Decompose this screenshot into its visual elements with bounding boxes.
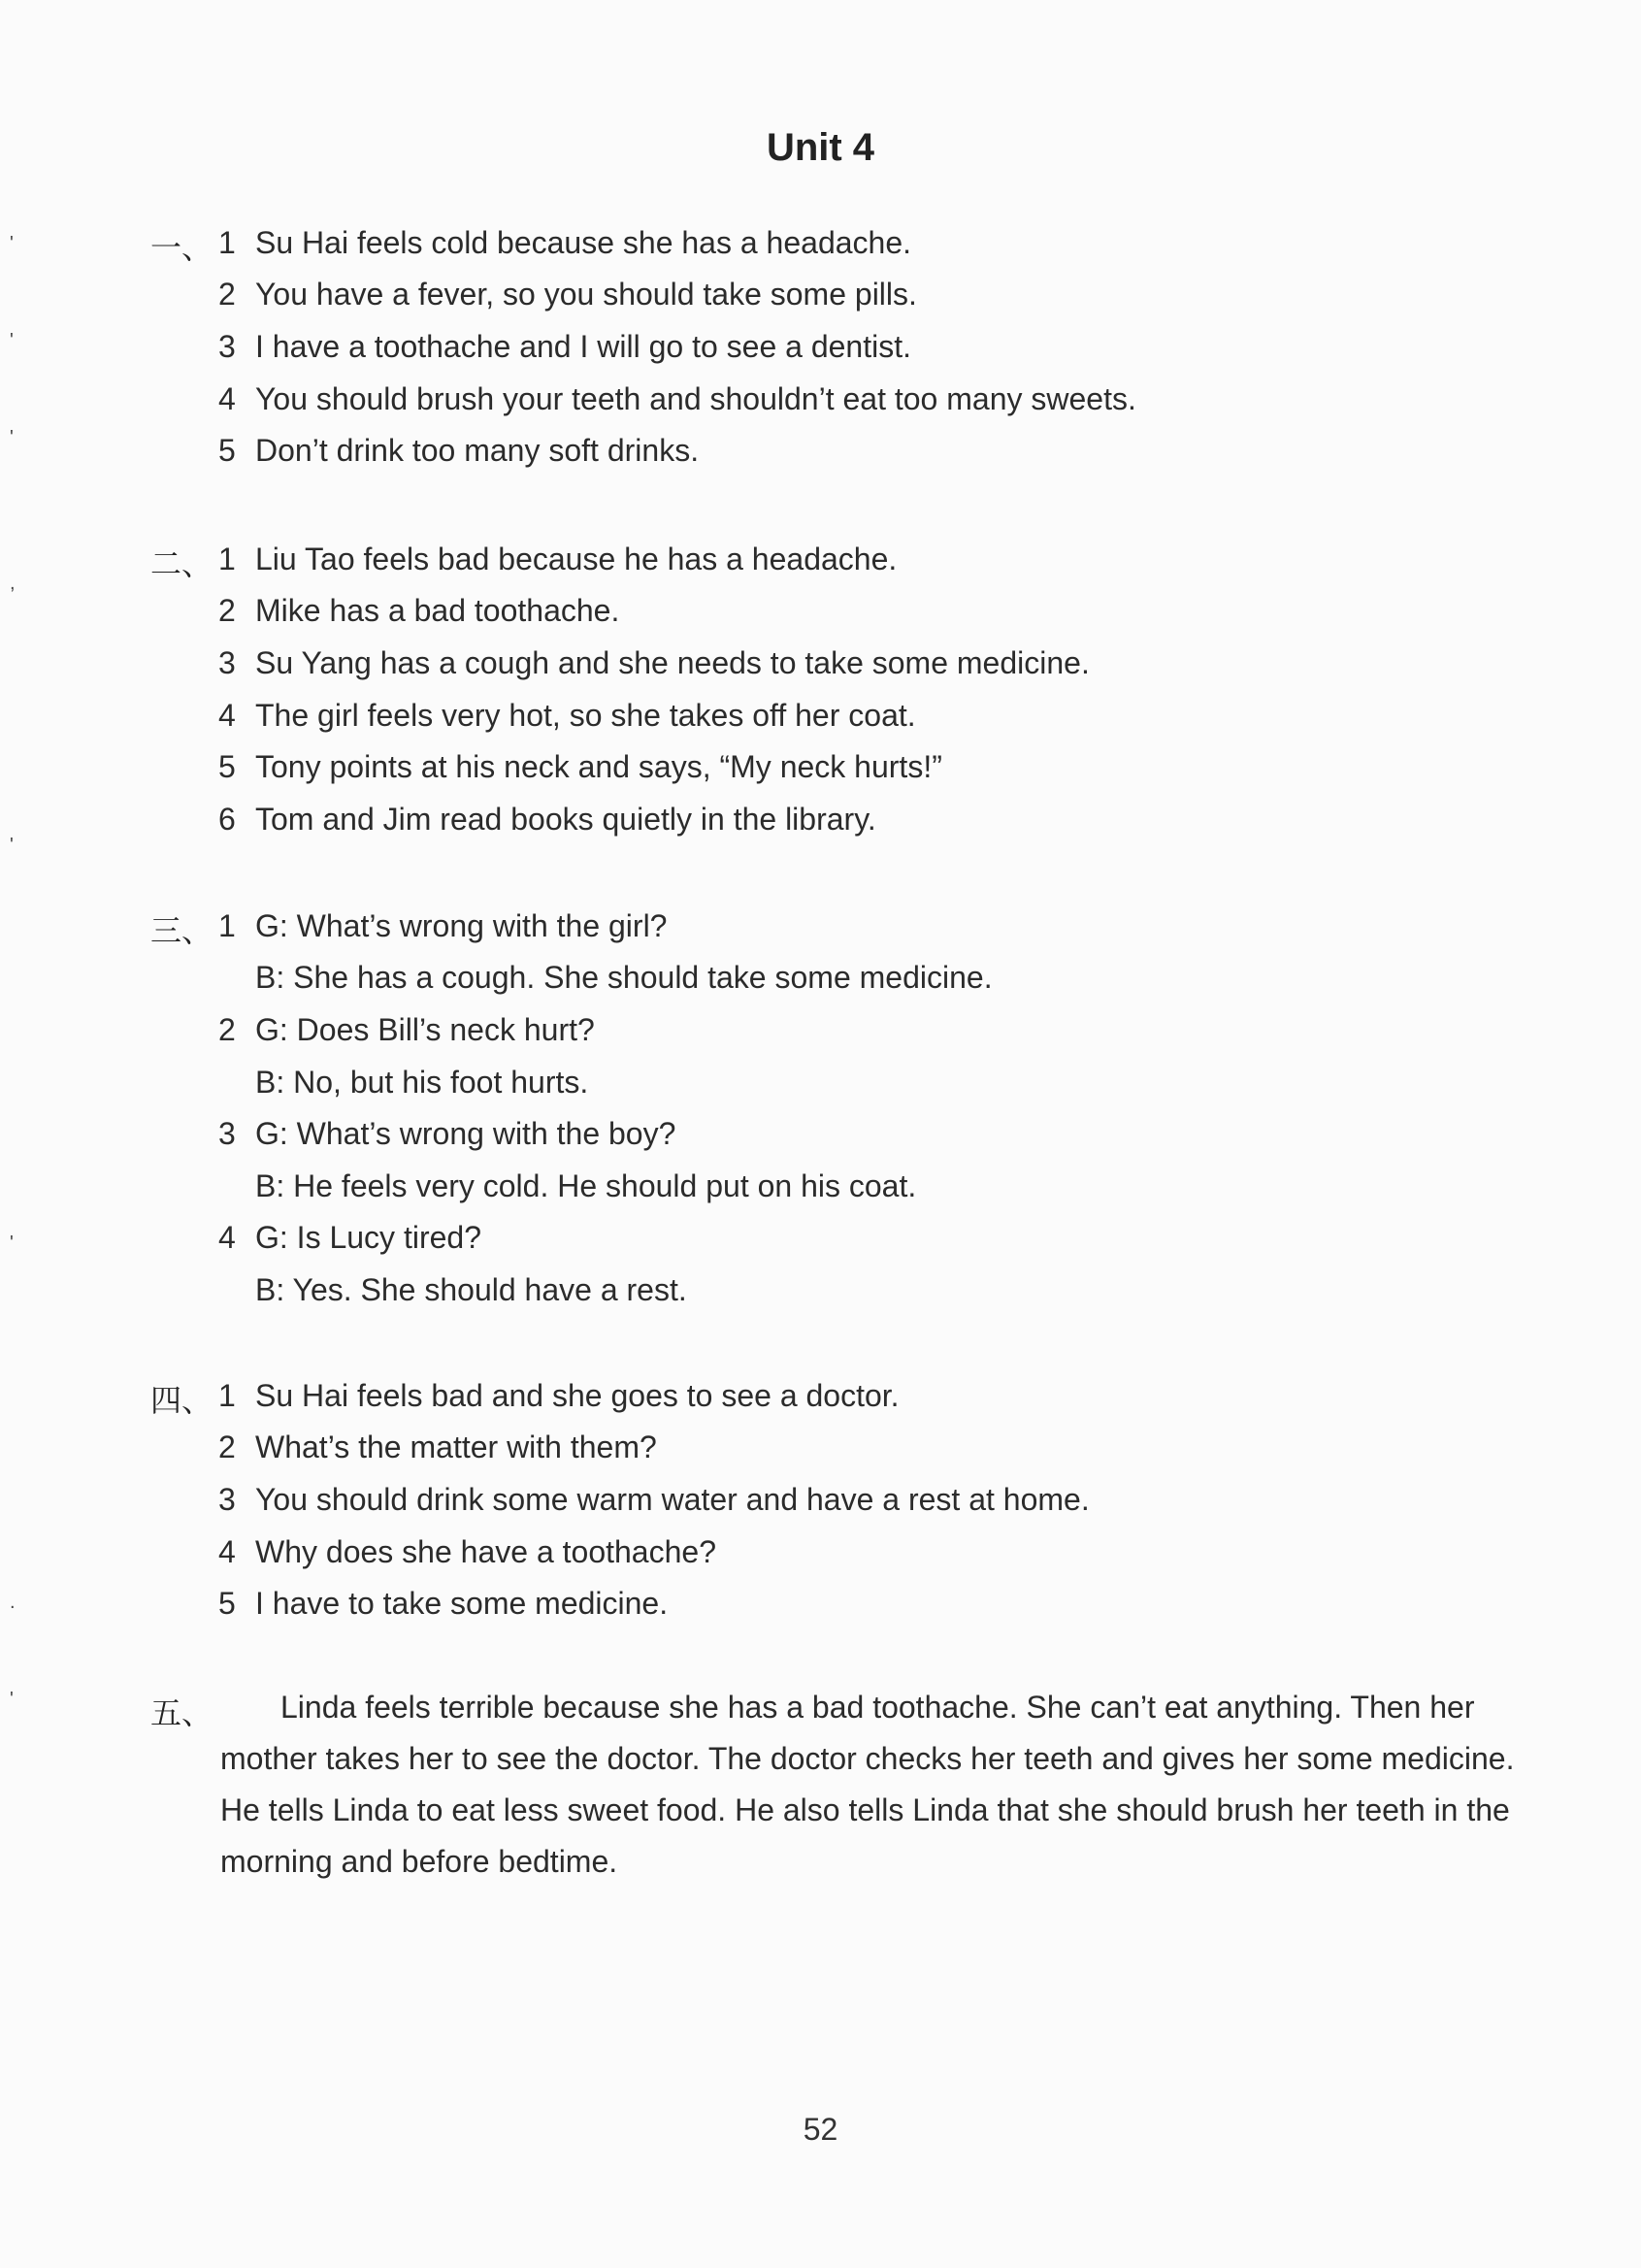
list-item: 1 Su Hai feels bad and she goes to see a doctor. xyxy=(218,1378,900,1413)
list-item: 3 You should drink some warm water and have a rest at home. xyxy=(218,1482,1090,1517)
list-item: 3 I have a toothache and I will go to see a dentist. xyxy=(218,329,911,364)
margin-speck: . xyxy=(10,1592,16,1613)
dialogue-item: 3 G: What’s wrong with the boy? xyxy=(218,1116,676,1151)
list-item: 2 Mike has a bad toothache. xyxy=(218,593,620,628)
list-item: 1 Su Hai feels cold because she has a headache. xyxy=(218,225,912,260)
list-item: 5 Don’t drink too many soft drinks. xyxy=(218,433,700,468)
paragraph: Linda feels terrible because she has a bad toothache. She can’t eat anything. Then her mother takes her to see the doctor. The doctor checks her teeth and gives her some medicine. He tells Linda to eat less sweet food. He also tells Linda that she should brush her teeth in the morning and before bedtime. xyxy=(220,1690,1515,1879)
section-marker: 四、 xyxy=(150,1382,213,1419)
dialogue-item: 4 G: Is Lucy tired? xyxy=(218,1220,481,1255)
list-item: 4 You should brush your teeth and shouldn’t eat too many sweets. xyxy=(218,381,1136,416)
section-marker: 三、 xyxy=(150,912,213,949)
section-marker: 一、 xyxy=(150,229,213,266)
margin-speck: ' xyxy=(10,427,14,448)
section-marker: 二、 xyxy=(150,545,213,582)
section-marker: 五、 xyxy=(150,1694,213,1731)
list-item: 3 Su Yang has a cough and she needs to take some medicine. xyxy=(218,645,1090,680)
margin-speck: ' xyxy=(10,233,14,254)
margin-speck: , xyxy=(10,573,16,594)
list-item: 5 Tony points at his neck and says, “My neck hurts!” xyxy=(218,749,942,784)
page-title: Unit 4 xyxy=(766,126,875,169)
list-item: 1 Liu Tao feels bad because he has a headache. xyxy=(218,542,898,576)
margin-speck: ' xyxy=(10,835,14,856)
dialogue-reply: B: No, but his foot hurts. xyxy=(255,1065,589,1100)
dialogue-item: 2 G: Does Bill’s neck hurt? xyxy=(218,1012,595,1047)
dialogue-reply: B: She has a cough. She should take some medicine. xyxy=(255,960,993,995)
list-item: 4 Why does she have a toothache? xyxy=(218,1534,716,1569)
list-item: 6 Tom and Jim read books quietly in the library. xyxy=(218,802,876,837)
list-item: 2 You have a fever, so you should take some pills. xyxy=(218,277,917,312)
dialogue-item: 1 G: What’s wrong with the girl? xyxy=(218,908,668,943)
list-item: 5 I have to take some medicine. xyxy=(218,1586,669,1621)
margin-speck: ' xyxy=(10,1689,14,1710)
margin-speck: ' xyxy=(10,330,14,351)
dialogue-reply: B: He feels very cold. He should put on his coat. xyxy=(255,1168,917,1203)
list-item: 4 The girl feels very hot, so she takes off her coat. xyxy=(218,698,916,733)
list-item: 2 What’s the matter with them? xyxy=(218,1430,657,1464)
dialogue-reply: B: Yes. She should have a rest. xyxy=(255,1272,687,1307)
page-number: 52 xyxy=(803,2112,838,2147)
margin-speck: ' xyxy=(10,1233,14,1254)
